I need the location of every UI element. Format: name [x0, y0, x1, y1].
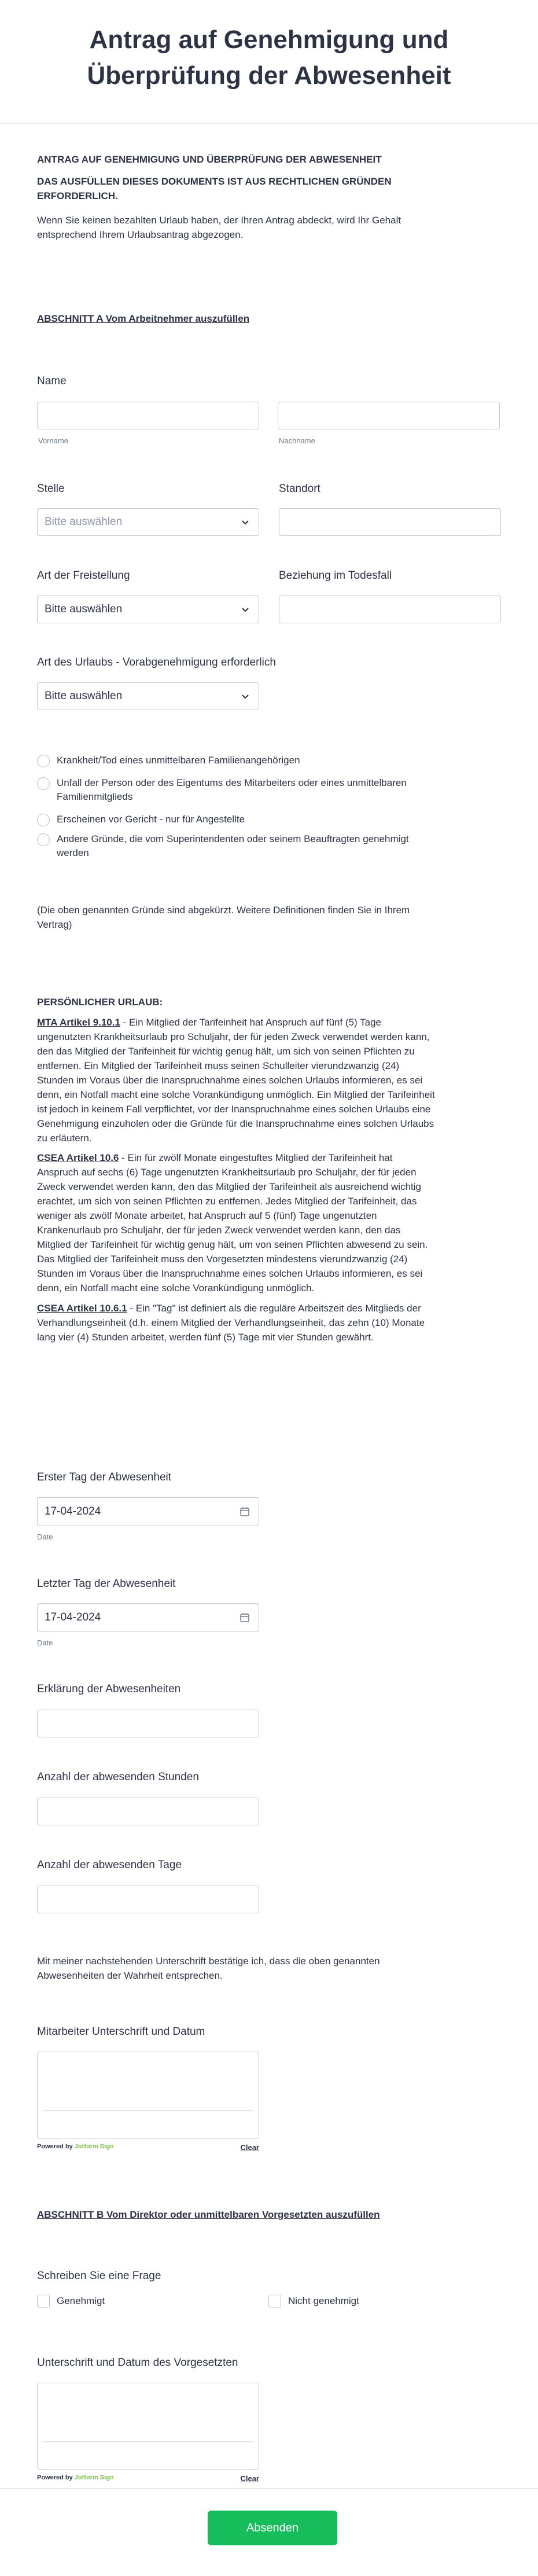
legal-line-1: DAS AUSFÜLLEN DIESES DOKUMENTS IST AUS RECHTLICHEN GRÜNDEN — [37, 176, 392, 187]
chevron-down-icon — [240, 604, 250, 615]
csea-line: erachtet, um sich von seinen Pflichten zu entfernen. Jedes Mitglied der Tarifeinheit, das — [37, 1196, 417, 1207]
supervisor-signature-footer — [37, 2474, 259, 2485]
mta-ref: MTA Artikel 9.10.1 — [37, 1017, 120, 1028]
radio-option-other[interactable] — [37, 832, 409, 860]
powered-by-text — [37, 2474, 114, 2481]
explanation-label: Erklärung der Abwesenheiten — [37, 1683, 181, 1695]
radio-option-accident[interactable] — [37, 776, 407, 804]
signature-line — [43, 2110, 253, 2111]
urlaubsart-value: Bitte auswählen — [45, 690, 123, 702]
stelle-select[interactable] — [37, 508, 259, 536]
csea-line: Zweck verwendet werden kann, den das Mitglied der Tarifeinheit als ausreichend wichtig — [37, 1181, 421, 1192]
jotform-sign-brand: Jotform Sign — [74, 2143, 114, 2150]
employee-signature-label: Mitarbeiter Unterschrift und Datum — [37, 2026, 205, 2038]
mta-line: - Ein Mitglied der Tarifeinheit hat Anspruch auf fünf (5) Tage — [120, 1017, 381, 1028]
note-line-2: entsprechend Ihrem Urlaubsantrag abgezogen. — [37, 229, 244, 240]
checkbox[interactable] — [37, 2295, 50, 2307]
csea-line: Das Mitglied der Tarifeinheit muss den Vorgesetzten mindestens vierundzwanzig (24) — [37, 1254, 408, 1265]
hours-input[interactable] — [37, 1798, 259, 1825]
urlaubsart-select[interactable] — [37, 682, 259, 710]
standort-label: Standort — [279, 483, 320, 495]
csea-line: Mitglied der Tarifeinheit für wichtig genug hält, um von seinen Pflichten abwesend zu sein. — [37, 1239, 428, 1250]
radio-button[interactable] — [37, 833, 50, 846]
radio-label — [57, 832, 409, 860]
checkbox[interactable] — [268, 2295, 281, 2307]
days-input[interactable] — [37, 1886, 259, 1913]
hours-label: Anzahl der abwesenden Stunden — [37, 1771, 199, 1783]
reasons-line-2: Vertrag) — [37, 919, 72, 930]
mta-line: denn, ein Notfall macht eine solche Vorankündigung unmöglich. Ein Mitglied der Tarifeinheit — [37, 1089, 435, 1100]
section-a-title: ABSCHNITT A Vom Arbeitnehmer auszufüllen — [37, 313, 250, 324]
first-day-date-input[interactable] — [37, 1497, 259, 1526]
radio-option-illness[interactable] — [37, 754, 300, 767]
first-day-sublabel: Date — [37, 1533, 53, 1541]
last-day-sublabel: Date — [37, 1638, 53, 1647]
mta-line: den das Mitglied der Tarifeinheit für wichtig genug hält, um sich von seinen Pflichten zu — [37, 1046, 415, 1057]
freistellung-value: Bitte auswählen — [45, 603, 123, 615]
days-label: Anzahl der abwesenden Tage — [37, 1859, 182, 1871]
csea2-line: Verhandlungseinheit (d.h. einem Mitglied der Verhandlungseinheit, das zehn (10) Monate — [37, 1317, 425, 1328]
csea-line: - Ein für zwölf Monate eingestuftes Mitglied der Tarifeinheit hat — [119, 1152, 393, 1163]
radio-label: Krankheit/Tod eines unmittelbaren Familienangehörigen — [57, 755, 300, 766]
explanation-input[interactable] — [37, 1710, 259, 1737]
legal-line-2: ERFORDERLICH. — [37, 190, 118, 201]
supervisor-signature-label: Unterschrift und Datum des Vorgesetzten — [37, 2357, 238, 2369]
csea-line: Krankenurlaub pro Schuljahr, der für jeden Zweck verwendet werden kann, den das — [37, 1225, 401, 1236]
csea-article-2 — [37, 1301, 501, 1344]
last-day-date-input[interactable] — [37, 1603, 259, 1632]
jotform-sign-brand: Jotform Sign — [74, 2474, 114, 2481]
csea-line: Stunden im Voraus über die Inanspruchnahme eines solchen Urlaubs informieren, es sei — [37, 1268, 423, 1279]
mta-line: ungenutzten Krankheitsurlaub pro Schuljahr, der für jeden Zweck verwendet werden kann, — [37, 1031, 430, 1042]
stelle-placeholder: Bitte auswählen — [45, 516, 123, 528]
urlaubsart-label: Art des Urlaubs - Vorabgenehmigung erforderlich — [37, 656, 276, 668]
form-title — [0, 22, 538, 94]
signature-line — [43, 2441, 253, 2442]
radio-option-court[interactable] — [37, 813, 245, 826]
legal-notice — [37, 174, 392, 203]
reasons-note — [37, 903, 410, 932]
radio-label-line-1: Unfall der Person oder des Eigentums des Mitarbeiters oder eines unmittelbaren — [57, 777, 407, 788]
freistellung-select[interactable] — [37, 596, 259, 623]
reasons-line-1: (Die oben genannten Gründe sind abgekürzt. Weitere Definitionen finden Sie in Ihrem — [37, 905, 410, 916]
first-name-sublabel: Vorname — [38, 436, 69, 445]
confirm-line-2: Abwesenheiten der Wahrheit entsprechen. — [37, 1970, 223, 1981]
radio-label-line-2: Familienmitglieds — [57, 791, 133, 802]
calendar-icon[interactable] — [239, 1612, 250, 1623]
not-approved-checkbox-option[interactable] — [268, 2294, 359, 2308]
powered-label: Powered by — [37, 2143, 75, 2150]
mta-article — [37, 1015, 501, 1145]
intro-heading: ANTRAG AUF GENEHMIGUNG UND ÜBERPRÜFUNG DER ABWESENHEIT — [37, 154, 382, 165]
stelle-label: Stelle — [37, 483, 65, 495]
first-name-input[interactable] — [37, 402, 259, 429]
radio-label-line-2: werden — [57, 847, 89, 858]
submit-area — [0, 2488, 538, 2576]
personal-leave-heading: PERSÖNLICHER URLAUB: — [37, 997, 163, 1008]
powered-label: Powered by — [37, 2474, 75, 2481]
approved-checkbox-option[interactable] — [37, 2294, 105, 2308]
csea2-line: lang vier (4) Stunden arbeitet, werden fünf (5) Tage mit vier Stunden gewährt. — [37, 1332, 374, 1343]
not-approved-label: Nicht genehmigt — [288, 2295, 359, 2306]
csea-line: weniger als zwölf Monate arbeitet, hat Anspruch auf 5 (fünf) Tage ungenutzten — [37, 1210, 377, 1221]
section-b-title: ABSCHNITT B Vom Direktor oder unmittelbaren Vorgesetzten auszufüllen — [37, 2209, 380, 2220]
confirm-line-1: Mit meiner nachstehenden Unterschrift bestätige ich, dass die oben genannten — [37, 1956, 380, 1967]
radio-label: Erscheinen vor Gericht - nur für Angestellte — [57, 814, 245, 825]
clear-signature-button[interactable]: Clear — [240, 2143, 259, 2152]
chevron-down-icon — [240, 691, 250, 701]
last-day-label: Letzter Tag der Abwesenheit — [37, 1578, 176, 1590]
radio-button[interactable] — [37, 814, 50, 826]
last-day-value: 17-04-2024 — [45, 1611, 101, 1623]
clear-signature-button[interactable]: Clear — [240, 2474, 259, 2483]
question-label: Schreiben Sie eine Frage — [37, 2270, 161, 2282]
csea-line: denn, ein Notfall macht eine solche Vorankündigung unmöglich. — [37, 1283, 315, 1293]
radio-label — [57, 776, 407, 804]
radio-button[interactable] — [37, 777, 50, 790]
title-line-1: Antrag auf Genehmigung und — [89, 25, 449, 54]
last-name-input[interactable] — [278, 402, 500, 429]
mta-line: ist jedoch in keinem Fall verpflichtet, vor der Inanspruchnahme eines solchen Urlaubs eine — [37, 1104, 431, 1115]
form-header — [0, 0, 538, 124]
employee-signature-pad[interactable] — [37, 2052, 259, 2138]
salary-note — [37, 213, 401, 242]
calendar-icon[interactable] — [239, 1506, 250, 1517]
last-name-sublabel: Nachname — [279, 436, 315, 445]
mta-line: Stunden im Voraus über die Inanspruchnahme eines solchen Urlaubs informieren, es sei — [37, 1075, 423, 1086]
powered-by-text — [37, 2143, 114, 2150]
note-line-1: Wenn Sie keinen bezahlten Urlaub haben, der Ihren Antrag abdeckt, wird Ihr Gehalt — [37, 215, 401, 226]
radio-button[interactable] — [37, 755, 50, 767]
first-day-value: 17-04-2024 — [45, 1505, 101, 1517]
todesfall-label: Beziehung im Todesfall — [279, 569, 392, 582]
csea2-line: - Ein "Tag" ist definiert als die reguläre Arbeitszeit des Mitglieds der — [127, 1303, 421, 1314]
csea-ref: CSEA Artikel 10.6 — [37, 1152, 119, 1163]
name-label: Name — [37, 375, 67, 387]
mta-line: Genehmigung einzuholen oder die Gründe für die Inanspruchnahme eines solchen Urlaubs — [37, 1118, 434, 1129]
csea-line: Anspruch auf sechs (6) Tage ungenutzten Krankheitsurlaub pro Schuljahr, der für jeden — [37, 1167, 417, 1178]
first-day-label: Erster Tag der Abwesenheit — [37, 1471, 172, 1483]
submit-button[interactable]: Absenden — [208, 2511, 337, 2545]
radio-label-line-1: Andere Gründe, die vom Superintendenten oder seinem Beauftragten genehmigt — [57, 833, 409, 844]
approved-label: Genehmigt — [57, 2295, 105, 2306]
mta-line: entfernen. Ein Mitglied der Tarifeinheit muss seinen Schulleiter vierundzwanzig (24) — [37, 1060, 400, 1071]
chevron-down-icon — [240, 517, 250, 527]
mta-line: zu erläutern. — [37, 1133, 92, 1144]
title-line-2: Überprüfung der Abwesenheit — [87, 61, 451, 90]
todesfall-input[interactable] — [279, 596, 501, 623]
standort-input[interactable] — [279, 508, 501, 536]
employee-signature-footer — [37, 2143, 259, 2154]
confirm-text — [37, 1954, 380, 1983]
csea2-ref: CSEA Artikel 10.6.1 — [37, 1303, 127, 1314]
freistellung-label: Art der Freistellung — [37, 569, 130, 582]
supervisor-signature-pad[interactable] — [37, 2383, 259, 2470]
csea-article — [37, 1151, 501, 1295]
